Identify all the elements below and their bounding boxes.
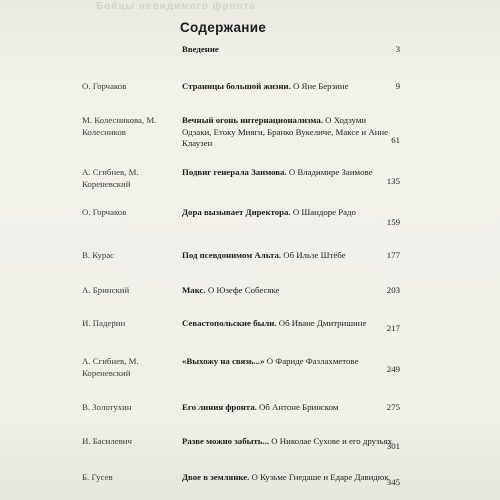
toc-entry-authors: А. Бринский: [82, 285, 130, 295]
toc-entry-authors: И. Падерин: [82, 318, 126, 328]
toc-entry-page: 345: [386, 477, 400, 487]
toc-entry-work: [182, 285, 392, 297]
toc-entry-authors: А. Сгибнев, М. Кореневский: [82, 167, 139, 189]
toc-entry-work-detail: Об Иване Дмитришине: [278, 318, 367, 328]
toc-entry-work-title: Двое в землянке.: [182, 472, 250, 482]
toc-entry-authors: О. Горчаков: [82, 207, 127, 217]
toc-entry-authors: Б. Гусев: [82, 472, 113, 482]
toc-entry-work: [182, 207, 392, 219]
toc-entry-work-title: Вечный огонь интернационализма.: [182, 115, 323, 125]
toc-entry-work: [182, 81, 392, 93]
toc-entry-work-detail: О Шандоре Радо: [292, 207, 356, 217]
toc-entry-work: [182, 115, 392, 150]
toc-entry-work-title: Страницы большой жизни.: [182, 81, 291, 91]
toc-entry-work-detail: О Николае Сухове и его друзьях: [271, 436, 392, 446]
toc-entry-work-detail: О Кузьме Гнедаше и Едаре Давидюк: [251, 472, 389, 482]
toc-entry-work-detail: Об Антоне Бринском: [259, 402, 339, 412]
toc-entry-authors: М. Колесникова, М. Колесников: [82, 115, 157, 137]
toc-entry-page: 217: [386, 323, 400, 333]
toc-entry-work: [182, 402, 392, 414]
toc-entry-work-title: Дора вызывает Директора.: [182, 207, 291, 217]
toc-entry-work-detail: Об Ильзе Штёбе: [283, 250, 346, 260]
toc-entry-page: 159: [386, 217, 400, 227]
toc-entry-authors: В. Золотухин: [82, 402, 132, 412]
page-title: Содержание: [180, 20, 267, 35]
toc-entry-work: [182, 472, 392, 484]
toc-entry-work-title: Подвиг генерала Заимова.: [182, 167, 287, 177]
toc-entry-work-title: Разве можно забыть...: [182, 436, 270, 446]
toc-entry-authors: О. Горчаков: [82, 81, 127, 91]
toc-entry-work-detail: О Яне Берзине: [293, 81, 349, 91]
faded-running-header: Бойцы невидимого фронта: [96, 1, 257, 12]
toc-entry-work-title: «Выхожу на связь...»: [182, 356, 265, 366]
toc-entry-work: [182, 356, 392, 368]
toc-entry-work-detail: О Владимире Заимове: [288, 167, 373, 177]
toc-entry-page: 9: [395, 81, 400, 91]
toc-entry-work-detail: О Юзефе Собесяке: [207, 285, 280, 295]
toc-entry-authors: И. Басилевич: [82, 436, 132, 446]
toc-entry-work-detail: О Ходзуми Одзаки, Етоку Мияги, Бранко Вукеличе, Максе и Анне Клаузен: [182, 115, 389, 148]
toc-entry-authors: А. Сгибнев, М. Кореневский: [82, 356, 139, 378]
toc-entry-work-detail: О Фариде Фазлахметове: [266, 356, 359, 366]
toc-entry-page: 249: [386, 364, 400, 374]
toc-entry-work: [182, 44, 392, 56]
toc-entry-work-title: Введение: [182, 44, 219, 54]
toc-entry-page: 275: [386, 402, 400, 412]
toc-entry-work: [182, 436, 392, 448]
toc-entry-work: [182, 318, 392, 330]
toc-entry-work-title: Севастопольские были.: [182, 318, 277, 328]
toc-entry-page: 135: [386, 176, 400, 186]
toc-entry-page: 177: [386, 250, 400, 260]
toc-entry-page: 301: [386, 441, 400, 451]
toc-entry-authors: В. Курас: [82, 250, 115, 260]
toc-entry-work: [182, 250, 392, 262]
toc-entry-work-title: Макс.: [182, 285, 206, 295]
toc-entry-work-title: Его линия фронта.: [182, 402, 257, 412]
toc-entry-work-title: Под псевдонимом Альта.: [182, 250, 282, 260]
toc-entry-page: 61: [391, 135, 400, 145]
toc-entry-page: 3: [395, 44, 400, 54]
toc-entry-work: [182, 167, 392, 179]
toc-entry-page: 203: [386, 285, 400, 295]
